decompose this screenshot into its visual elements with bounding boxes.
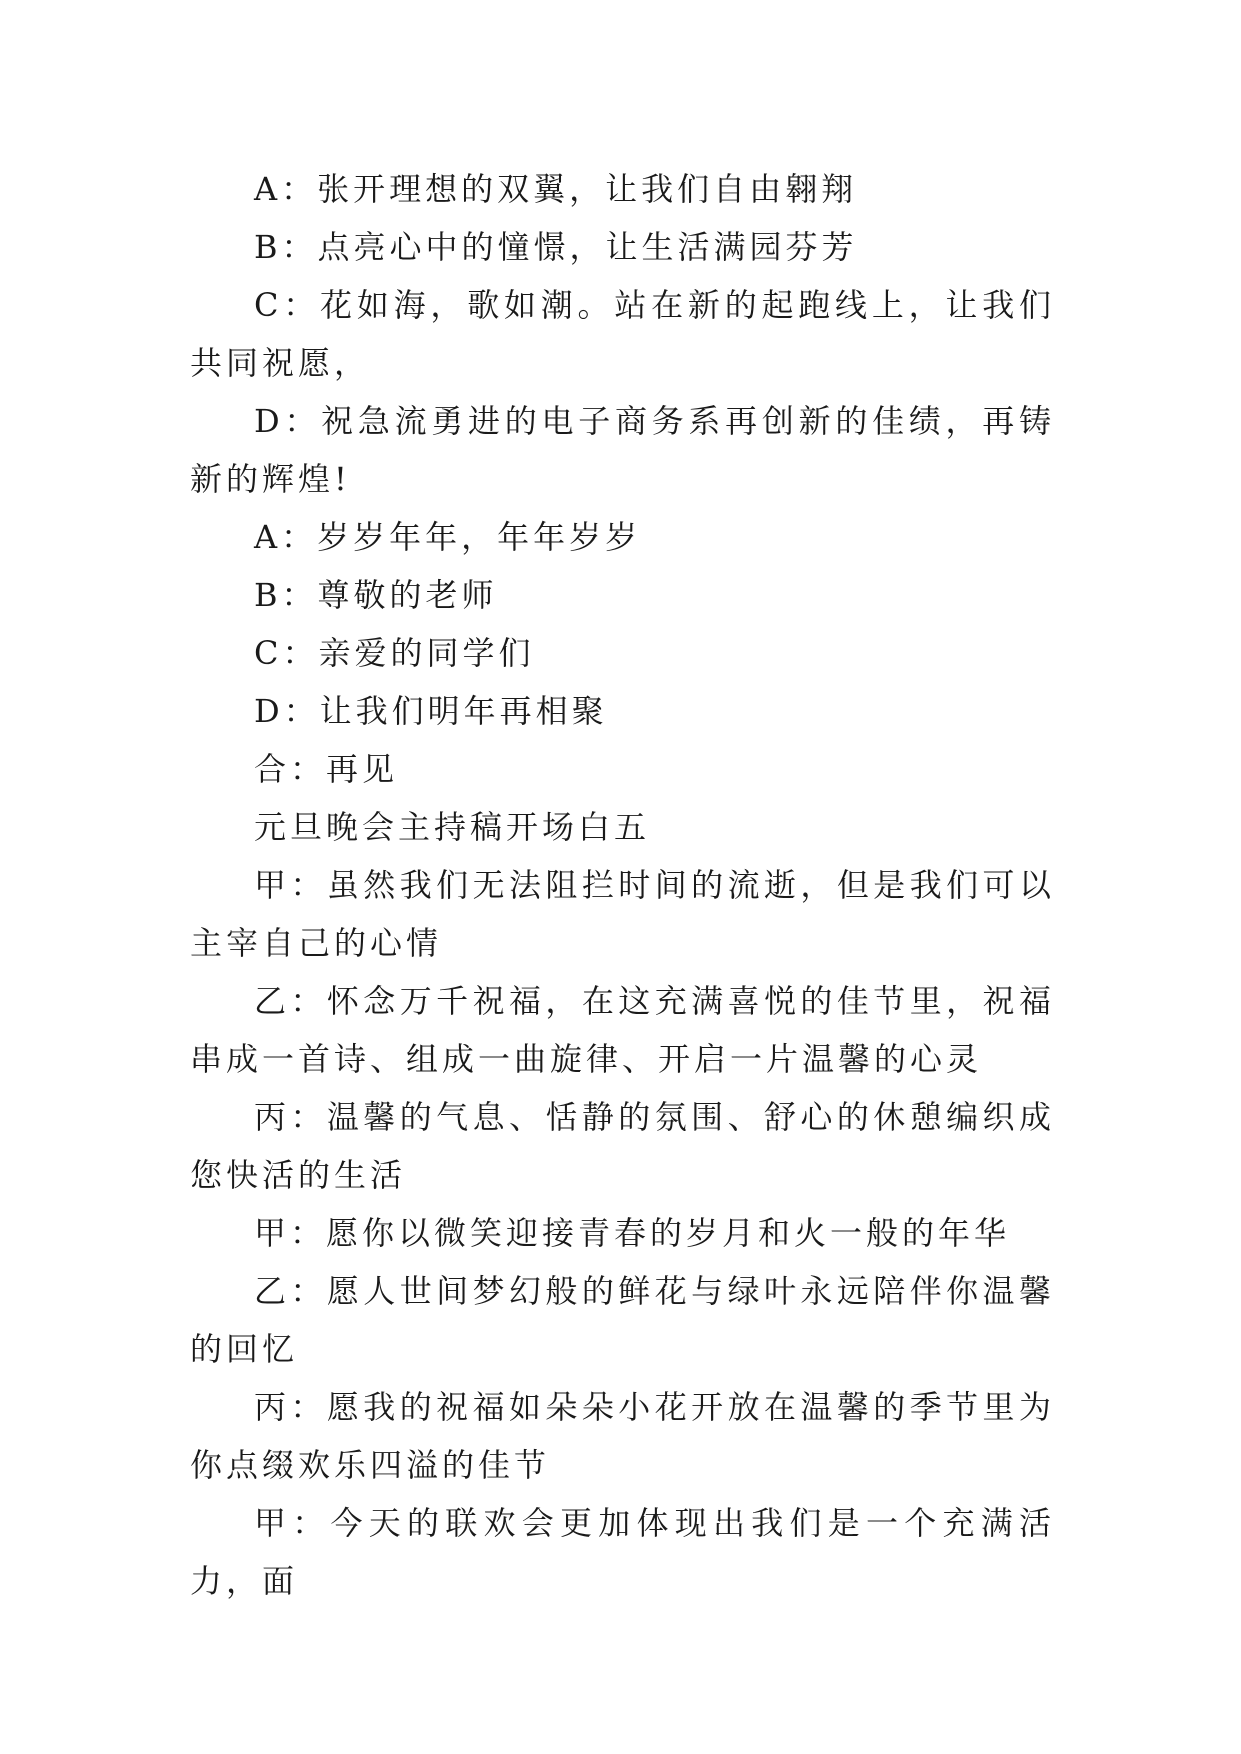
paragraph-b-longing: B：点亮心中的憧憬，让生活满园芬芳 xyxy=(254,228,858,266)
section-heading: 元旦晚会主持稿开场白五 xyxy=(254,808,651,846)
paragraph-d-reunion: D：让我们明年再相聚 xyxy=(254,692,608,730)
paragraph-yi-flowers: 乙：愿人世间梦幻般的鲜花与绿叶永远陪伴你温馨的回忆 xyxy=(190,1272,1055,1368)
paragraph-jia-time: 甲：虽然我们无法阻拦时间的流逝，但是我们可以主宰自己的心情 xyxy=(190,866,1055,962)
paragraph-bing-atmosphere: 丙：温馨的气息、恬静的氛围、舒心的休憩编织成您快活的生活 xyxy=(190,1098,1055,1194)
paragraph-b-teachers: B：尊敬的老师 xyxy=(254,576,498,614)
paragraph-bing-festival: 丙：愿我的祝福如朵朵小花开放在温馨的季节里为你点缀欢乐四溢的佳节 xyxy=(190,1388,1055,1484)
paragraph-jia-party: 甲：今天的联欢会更加体现出我们是一个充满活力，面 xyxy=(190,1504,1055,1600)
paragraph-c-wishes: C：花如海，歌如潮。站在新的起跑线上，让我们共同祝愿， xyxy=(190,286,1055,382)
paragraph-c-classmates: C：亲爱的同学们 xyxy=(254,634,535,672)
paragraph-a-wings: A：张开理想的双翼，让我们自由翱翔 xyxy=(254,170,858,208)
document-body xyxy=(190,160,1055,1610)
paragraph-jia-smile: 甲：愿你以微笑迎接青春的岁月和火一般的年华 xyxy=(254,1214,1011,1252)
paragraph-yi-blessings: 乙：怀念万千祝福，在这充满喜悦的佳节里，祝福串成一首诗、组成一曲旋律、开启一片温馨的心灵 xyxy=(190,982,1055,1078)
paragraph-d-achievements: D：祝急流勇进的电子商务系再创新的佳绩，再铸新的辉煌! xyxy=(190,402,1055,498)
paragraph-together-goodbye: 合：再见 xyxy=(254,750,399,788)
paragraph-a-years: A：岁岁年年，年年岁岁 xyxy=(254,518,642,556)
